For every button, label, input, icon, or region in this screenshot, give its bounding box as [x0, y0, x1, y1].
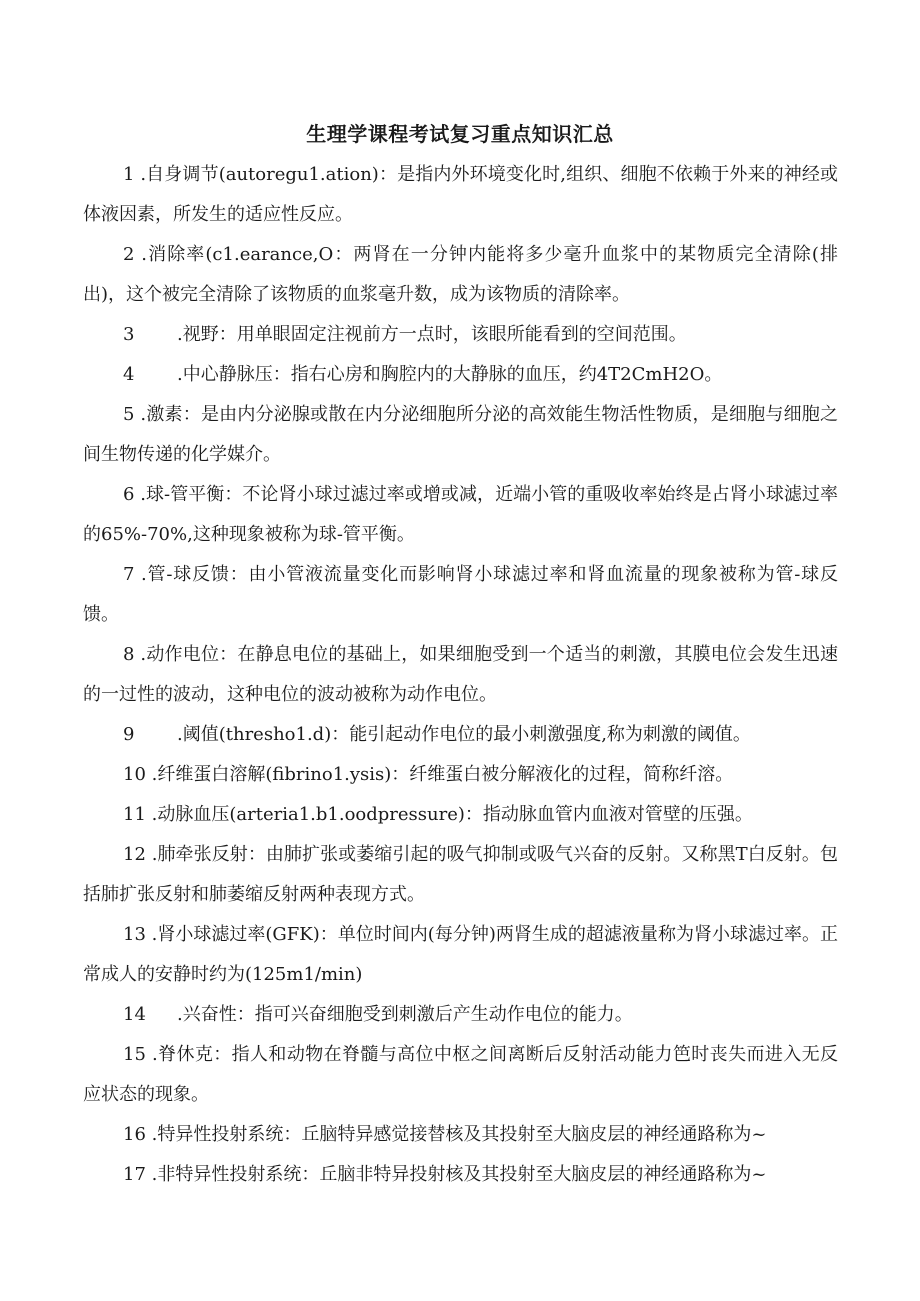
- definition-item-11: [83, 795, 838, 835]
- item-number: 6: [123, 484, 135, 505]
- definition-item-17: [83, 1155, 838, 1195]
- item-text: .消除率(c1.earance,O：两肾在一分钟内能将多少毫升血浆中的某物质完全清除(排出)，这个被完全清除了该物质的血浆毫升数，成为该物质的清除率。: [83, 244, 838, 305]
- definition-item-12: [83, 835, 838, 915]
- item-number: 7: [123, 564, 135, 585]
- item-text: .肾小球滤过率(GFK)：单位时间内(每分钟)两肾生成的超滤液量称为肾小球滤过率。正常成人的安静时约为(125m1∕min): [83, 924, 838, 985]
- item-text: .肺牵张反射：由肺扩张或萎缩引起的吸气抑制或吸气兴奋的反射。又称黑T白反射。包括肺扩张反射和肺萎缩反射两种表现方式。: [83, 844, 838, 905]
- item-text: .动作电位：在静息电位的基础上，如果细胞受到一个适当的刺激，其膜电位会发生迅速的一过性的波动，这种电位的波动被称为动作电位。: [83, 644, 838, 705]
- item-text: .中心静脉压：指右心房和胸腔内的大静脉的血压，约4T2CmH2O。: [177, 364, 723, 385]
- item-number: 9: [123, 724, 135, 745]
- item-text: .激素：是由内分泌腺或散在内分泌细胞所分泌的高效能生物活性物质，是细胞与细胞之间生物传递的化学媒介。: [83, 404, 838, 465]
- item-number: 4: [123, 364, 135, 385]
- item-number: 14: [123, 1004, 146, 1025]
- definition-item-10: [83, 755, 838, 795]
- item-number: 10: [123, 764, 146, 785]
- item-text: .纤维蛋白溶解(fibrino1.ysis)：纤维蛋白被分解液化的过程，简称纤溶。: [151, 764, 734, 785]
- definition-item-14: [83, 995, 838, 1035]
- definition-item-16: [83, 1115, 838, 1155]
- definition-list: [83, 155, 838, 1195]
- item-number: 2: [123, 244, 135, 265]
- definition-item-4: [83, 355, 838, 395]
- item-number: 12: [123, 844, 146, 865]
- item-number: 8: [123, 644, 135, 665]
- item-text: .特异性投射系统：丘脑特异感觉接替核及其投射至大脑皮层的神经通路称为~: [151, 1124, 767, 1145]
- item-number: 5: [123, 404, 135, 425]
- definition-item-13: [83, 915, 838, 995]
- item-text: .球-管平衡：不论肾小球过滤过率或增或减，近端小管的重吸收率始终是占肾小球滤过率的65%-70%,这种现象被称为球-管平衡。: [83, 484, 838, 545]
- item-text: .管-球反馈：由小管液流量变化而影响肾小球滤过率和肾血流量的现象被称为管-球反馈。: [83, 564, 838, 625]
- item-number: 16: [123, 1124, 146, 1145]
- definition-item-3: [83, 315, 838, 355]
- definition-item-9: [83, 715, 838, 755]
- document-title: 生理学课程考试复习重点知识汇总: [306, 122, 614, 146]
- item-text: .兴奋性：指可兴奋细胞受到刺激后产生动作电位的能力。: [177, 1004, 633, 1025]
- item-text: .脊休克：指人和动物在脊髓与高位中枢之间离断后反射活动能力笆时丧失而进入无反应状态的现象。: [83, 1044, 838, 1105]
- definition-item-6: [83, 475, 838, 555]
- item-text: .视野：用单眼固定注视前方一点时，该眼所能看到的空间范围。: [177, 324, 687, 345]
- item-number: 11: [123, 804, 146, 825]
- item-number: 17: [123, 1164, 146, 1185]
- item-number: 15: [123, 1044, 146, 1065]
- item-text: .阈值(thresho1.d)：能引起动作电位的最小刺激强度,称为刺激的阈值。: [177, 724, 751, 745]
- item-number: 3: [123, 324, 135, 345]
- definition-item-7: [83, 555, 838, 635]
- item-text: .自身调节(autoregu1.ation)：是指内外环境变化时,组织、细胞不依赖于外来的神经或体液因素，所发生的适应性反应。: [83, 164, 838, 225]
- definition-item-2: [83, 235, 838, 315]
- definition-item-5: [83, 395, 838, 475]
- item-text: .非特异性投射系统：丘脑非特异投射核及其投射至大脑皮层的神经通路称为~: [151, 1164, 767, 1185]
- definition-item-1: [83, 155, 838, 235]
- item-text: .动脉血压(arteria1.b1.oodpressure)：指动脉血管内血液对管壁的压强。: [151, 804, 753, 825]
- item-number: 1: [123, 164, 135, 185]
- item-number: 13: [123, 924, 146, 945]
- definition-item-15: [83, 1035, 838, 1115]
- definition-item-8: [83, 635, 838, 715]
